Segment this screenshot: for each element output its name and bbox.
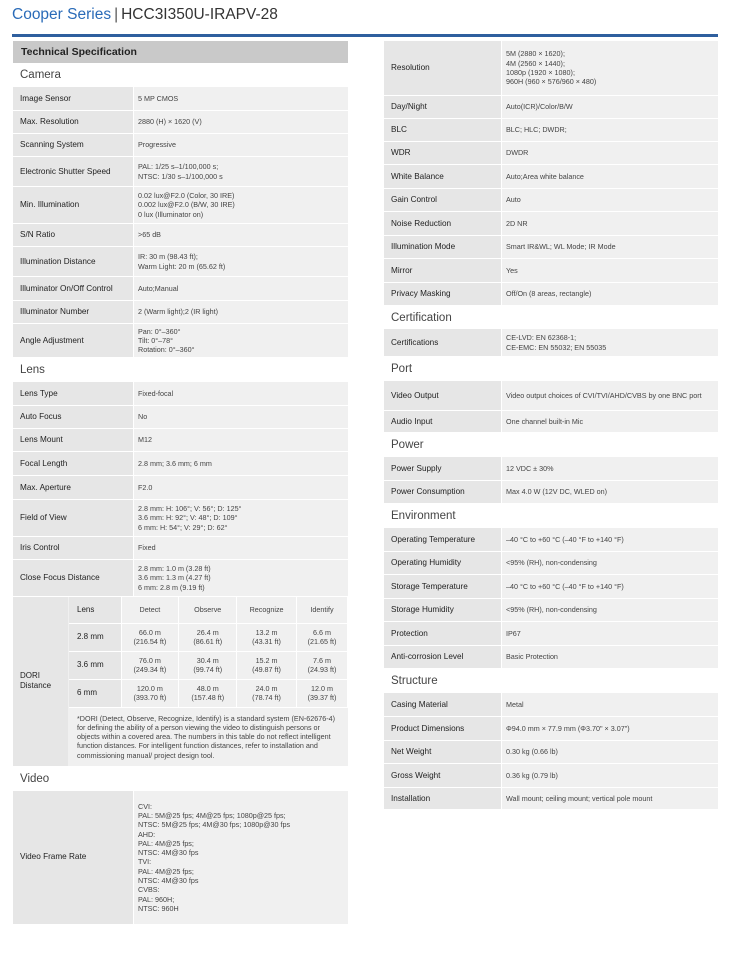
- spec-row-max-aperture: [13, 476, 348, 500]
- spec-label: Mirror: [384, 259, 501, 282]
- dori-col-lens: Lens: [69, 597, 121, 623]
- spec-row-product-dimensions: [384, 717, 718, 741]
- section-title-video: Video: [20, 772, 50, 785]
- spec-row-wdr: [384, 142, 718, 165]
- dori-cell: 15.2 m (49.87 ft): [237, 651, 297, 679]
- spec-row-casing-material: [384, 693, 718, 717]
- section-port: [384, 357, 718, 433]
- header-rule: [12, 34, 718, 37]
- spec-value: Video output choices of CVI/TVI/AHD/CVBS by one BNC port: [502, 381, 718, 410]
- spec-row-video-frame-rate: [13, 791, 348, 925]
- spec-row-iris-control: [13, 537, 348, 560]
- section-title-camera: Camera: [20, 69, 61, 81]
- spec-row-max-resolution: [13, 111, 348, 134]
- spec-row-audio-input: [384, 411, 718, 433]
- spec-label: Operating Temperature: [384, 528, 501, 551]
- spec-label: Illumination Mode: [384, 236, 501, 258]
- dori-lens: 3.6 mm: [69, 651, 121, 679]
- spec-row-blc: [384, 119, 718, 142]
- spec-label: Focal Length: [13, 452, 133, 475]
- spec-label: Net Weight: [384, 741, 501, 763]
- section-certification: [384, 306, 718, 357]
- spec-value: –40 °C to +60 °C (–40 °F to +140 °F): [502, 528, 718, 551]
- spec-row-illumination-distance: [13, 247, 348, 277]
- spec-value: –40 °C to +60 °C (–40 °F to +140 °F): [502, 575, 718, 598]
- spec-value: 5 MP CMOS: [134, 87, 348, 110]
- spec-label: Casing Material: [384, 693, 501, 716]
- section-structure: [384, 669, 718, 810]
- spec-value: Off/On (8 areas, rectangle): [502, 283, 718, 305]
- spec-row-certifications: [384, 329, 718, 357]
- spec-row-image-sensor: [13, 87, 348, 111]
- spec-row-anti-corrosion-level: [384, 646, 718, 669]
- spec-label: Close Focus Distance: [13, 560, 133, 596]
- spec-label: Max. Resolution: [13, 111, 133, 133]
- spec-value: 0.02 lux@F2.0 (Color, 30 IRE) 0.002 lux@F2.0 (B/W, 30 IRE) 0 lux (Illuminator on): [134, 187, 348, 223]
- spec-label: Lens Type: [13, 382, 133, 405]
- spec-label: Max. Aperture: [13, 476, 133, 499]
- spec-value: <95% (RH), non-condensing: [502, 599, 718, 621]
- dori-row: [69, 651, 348, 679]
- dori-note: *DORI (Detect, Observe, Recognize, Identify) is a standard system (EN-62676-4) for defining the ability of a person viewing the video to distinguish persons or objects within a covered area. The numbers in this table do not reflect intelligent function distances. For intelligent function distances, refer to installation and commissioning manual/ project design tool.: [77, 713, 336, 760]
- spec-label: White Balance: [384, 165, 501, 188]
- spec-row-scanning-system: [13, 134, 348, 157]
- section-environment: [384, 504, 718, 669]
- spec-row-storage-temperature: [384, 575, 718, 599]
- spec-value: DWDR: [502, 142, 718, 164]
- dori-col-identify: Identify: [297, 597, 348, 623]
- spec-row-illuminator-on-off-control: [13, 277, 348, 301]
- dori-cell: 13.2 m (43.31 ft): [237, 623, 297, 651]
- left-column: [13, 41, 348, 925]
- section-camera: [13, 63, 348, 358]
- spec-value: Fixed-focal: [134, 382, 348, 405]
- spec-row-net-weight: [384, 741, 718, 764]
- spec-row-white-balance: [384, 165, 718, 189]
- spec-value: Metal: [502, 693, 718, 716]
- spec-label: Iris Control: [13, 537, 133, 559]
- spec-value: 0.30 kg (0.66 lb): [502, 741, 718, 763]
- spec-label: Scanning System: [13, 134, 133, 156]
- spec-label: BLC: [384, 119, 501, 141]
- spec-value: IR: 30 m (98.43 ft); Warm Light: 20 m (65.62 ft): [134, 247, 348, 276]
- spec-row-lens-mount: [13, 429, 348, 452]
- section-title-structure: Structure: [391, 675, 438, 687]
- dori-row: [69, 679, 348, 707]
- spec-label: WDR: [384, 142, 501, 164]
- dori-block: [13, 597, 348, 767]
- spec-value: 2.8 mm: H: 106°; V: 56°; D: 125° 3.6 mm: H: 92°; V: 48°; D: 109° 6 mm: H: 54°; V: 29°; D: 62°: [134, 500, 348, 536]
- spec-row-installation: [384, 788, 718, 810]
- spec-label: Noise Reduction: [384, 212, 501, 235]
- spec-row-illumination-mode: [384, 236, 718, 259]
- spec-label: Operating Humidity: [384, 552, 501, 574]
- spec-row-field-of-view: [13, 500, 348, 537]
- spec-value: >65 dB: [134, 224, 348, 246]
- section-video-continued: [384, 41, 718, 306]
- spec-row-privacy-masking: [384, 283, 718, 306]
- spec-value: M12: [134, 429, 348, 451]
- dori-table: [69, 597, 348, 708]
- dori-col-observe: Observe: [179, 597, 237, 623]
- spec-row-power-consumption: [384, 481, 718, 504]
- spec-row-auto-focus: [13, 406, 348, 429]
- dori-cell: 6.6 m (21.65 ft): [297, 623, 348, 651]
- spec-value: PAL: 1/25 s–1/100,000 s; NTSC: 1/30 s–1/100,000 s: [134, 157, 348, 186]
- spec-value: CVI: PAL: 5M@25 fps; 4M@25 fps; 1080p@25 fps; NTSC: 5M@25 fps; 4M@30 fps; 1080p@30 fps AHD: PAL: 4M@25 fps; NTSC: 4M@30 fps TVI: PAL: 4M@25 fps; NTSC: 4M@30 fps CVBS: PAL: 960H; NTSC: 960H: [134, 791, 348, 924]
- spec-label: Resolution: [384, 41, 501, 95]
- spec-label: Angle Adjustment: [13, 324, 133, 357]
- spec-label: Storage Humidity: [384, 599, 501, 621]
- spec-label: Audio Input: [384, 411, 501, 432]
- spec-label: Product Dimensions: [384, 717, 501, 740]
- spec-value: Auto;Area white balance: [502, 165, 718, 188]
- section-power: [384, 433, 718, 504]
- spec-row-storage-humidity: [384, 599, 718, 622]
- spec-value: 0.36 kg (0.79 lb): [502, 764, 718, 787]
- spec-value: F2.0: [134, 476, 348, 499]
- spec-label: S/N Ratio: [13, 224, 133, 246]
- spec-value: Max 4.0 W (12V DC, WLED on): [502, 481, 718, 503]
- spec-row-focal-length: [13, 452, 348, 476]
- dori-col-recognize: Recognize: [237, 597, 297, 623]
- header-separator: |: [114, 6, 119, 23]
- dori-body: [69, 597, 348, 766]
- dori-col-detect: Detect: [121, 597, 179, 623]
- spec-value: One channel built-in Mic: [502, 411, 718, 432]
- spec-value: Smart IR&WL; WL Mode; IR Mode: [502, 236, 718, 258]
- spec-value: No: [134, 406, 348, 428]
- spec-value: CE-LVD: EN 62368-1; CE-EMC: EN 55032; EN 55035: [502, 329, 718, 356]
- spec-label: Image Sensor: [13, 87, 133, 110]
- page-header: [12, 6, 278, 30]
- spec-title: Technical Specification: [13, 41, 348, 63]
- spec-label: Protection: [384, 622, 501, 645]
- dori-cell: 76.0 m (249.34 ft): [121, 651, 179, 679]
- spec-label: Installation: [384, 788, 501, 809]
- spec-label: Certifications: [384, 329, 501, 356]
- spec-value: 2.8 mm: 1.0 m (3.28 ft) 3.6 mm: 1.3 m (4.27 ft) 6 mm: 2.8 m (9.19 ft): [134, 560, 348, 596]
- spec-row-close-focus-distance: [13, 560, 348, 597]
- spec-value: 5M (2880 × 1620); 4M (2560 × 1440); 1080p (1920 × 1080); 960H (960 × 576/960 × 480): [502, 41, 718, 95]
- spec-row-min-illumination: [13, 187, 348, 224]
- spec-value: Auto(ICR)/Color/B/W: [502, 96, 718, 118]
- spec-row-gross-weight: [384, 764, 718, 788]
- spec-row-gain-control: [384, 189, 718, 212]
- spec-row-electronic-shutter-speed: [13, 157, 348, 187]
- section-title-certification: Certification: [391, 312, 452, 324]
- spec-label: Auto Focus: [13, 406, 133, 428]
- dori-cell: 48.0 m (157.48 ft): [179, 679, 237, 707]
- spec-value: Pan: 0°–360° Tilt: 0°–78° Rotation: 0°–360°: [134, 324, 348, 357]
- spec-value: IP67: [502, 622, 718, 645]
- spec-value: Progressive: [134, 134, 348, 156]
- series-name: Cooper Series: [12, 6, 112, 23]
- spec-value: Basic Protection: [502, 646, 718, 668]
- spec-label: Gross Weight: [384, 764, 501, 787]
- section-video: [13, 767, 348, 925]
- spec-row-resolution: [384, 41, 718, 96]
- spec-row-operating-humidity: [384, 552, 718, 575]
- spec-row-angle-adjustment: [13, 324, 348, 358]
- section-title-lens: Lens: [20, 364, 45, 376]
- spec-label: Day/Night: [384, 96, 501, 118]
- dori-cell: 7.6 m (24.93 ft): [297, 651, 348, 679]
- spec-label: Illumination Distance: [13, 247, 133, 276]
- spec-label: Lens Mount: [13, 429, 133, 451]
- spec-label: Field of View: [13, 500, 133, 536]
- spec-value: 2880 (H) × 1620 (V): [134, 111, 348, 133]
- spec-value: Auto: [502, 189, 718, 211]
- spec-value: Fixed: [134, 537, 348, 559]
- spec-row-s-n-ratio: [13, 224, 348, 247]
- spec-row-lens-type: [13, 382, 348, 406]
- spec-label: Illuminator On/Off Control: [13, 277, 133, 300]
- spec-value: BLC; HLC; DWDR;: [502, 119, 718, 141]
- section-lens: [13, 358, 348, 597]
- spec-label: Video Output: [384, 381, 501, 410]
- spec-row-power-supply: [384, 457, 718, 481]
- spec-row-noise-reduction: [384, 212, 718, 236]
- spec-label: Storage Temperature: [384, 575, 501, 598]
- dori-lens: 6 mm: [69, 679, 121, 707]
- spec-value: 12 VDC ± 30%: [502, 457, 718, 480]
- dori-cell: 24.0 m (78.74 ft): [237, 679, 297, 707]
- spec-value: 2.8 mm; 3.6 mm; 6 mm: [134, 452, 348, 475]
- spec-label: Min. Illumination: [13, 187, 133, 223]
- spec-label: Illuminator Number: [13, 301, 133, 323]
- spec-row-mirror: [384, 259, 718, 283]
- spec-label: Privacy Masking: [384, 283, 501, 305]
- spec-label: Power Consumption: [384, 481, 501, 503]
- spec-label: Power Supply: [384, 457, 501, 480]
- dori-label: DORI Distance: [13, 597, 68, 766]
- spec-label: Anti-corrosion Level: [384, 646, 501, 668]
- dori-cell: 30.4 m (99.74 ft): [179, 651, 237, 679]
- spec-row-illuminator-number: [13, 301, 348, 324]
- dori-cell: 66.0 m (216.54 ft): [121, 623, 179, 651]
- spec-value: Wall mount; ceiling mount; vertical pole mount: [502, 788, 718, 809]
- dori-cell: 26.4 m (86.61 ft): [179, 623, 237, 651]
- dori-cell: 120.0 m (393.70 ft): [121, 679, 179, 707]
- spec-label: Gain Control: [384, 189, 501, 211]
- spec-value: Φ94.0 mm × 77.9 mm (Φ3.70" × 3.07"): [502, 717, 718, 740]
- model-number: HCC3I350U-IRAPV-28: [121, 6, 278, 23]
- section-title-environment: Environment: [391, 510, 456, 522]
- spec-value: 2 (Warm light);2 (IR light): [134, 301, 348, 323]
- spec-value: Yes: [502, 259, 718, 282]
- spec-label: Electronic Shutter Speed: [13, 157, 133, 186]
- spec-value: Auto;Manual: [134, 277, 348, 300]
- dori-row: [69, 623, 348, 651]
- spec-value: 2D NR: [502, 212, 718, 235]
- section-title-port: Port: [391, 363, 413, 375]
- dori-lens: 2.8 mm: [69, 623, 121, 651]
- dori-header-row: [69, 597, 348, 623]
- spec-row-day-night: [384, 96, 718, 119]
- dori-cell: 12.0 m (39.37 ft): [297, 679, 348, 707]
- right-column: [384, 41, 718, 810]
- spec-row-operating-temperature: [384, 528, 718, 552]
- spec-row-protection: [384, 622, 718, 646]
- spec-label: Video Frame Rate: [13, 791, 133, 924]
- section-title-power: Power: [391, 439, 424, 451]
- spec-row-video-output: [384, 381, 718, 411]
- spec-value: <95% (RH), non-condensing: [502, 552, 718, 574]
